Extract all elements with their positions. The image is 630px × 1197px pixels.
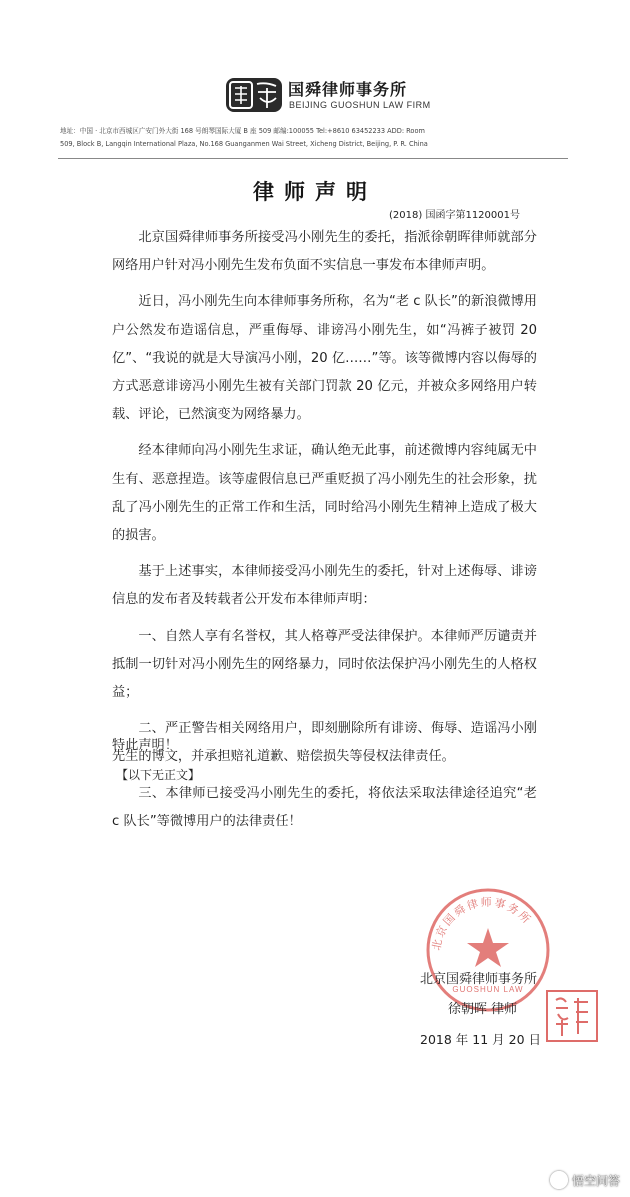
watermark-text: 悟空问答	[571, 1173, 620, 1188]
stamp-text-cn: 北京国舜律师事务所	[429, 895, 535, 952]
paragraph-1: 北京国舜律师事务所接受冯小刚先生的委托，指派徐朝晖律师就部分网络用户针对冯小刚先生发布负面不实信息一事发布本律师声明。	[112, 230, 537, 274]
watermark	[550, 1171, 620, 1189]
watermark-logo-icon	[550, 1171, 568, 1189]
paragraph-5: 一、自然人享有名誉权，其人格尊严受法律保护。本律师严厉谴责并抵制一切针对冯小刚先生的网络暴力，同时依法保护冯小刚先生的人格权益；	[112, 628, 537, 701]
firm-logo-icon	[226, 78, 282, 112]
stamp-text-en: GUOSHUN LAW	[452, 985, 524, 994]
signature-lawyer: 徐朝晖 律师	[448, 1002, 518, 1017]
lawyer-seal	[546, 990, 598, 1042]
firm-name-cn: 国舜律师事务所	[288, 80, 408, 99]
paragraph-7: 三、本律师已接受冯小刚先生的委托，将依法采取法律途径追究“老 c 队长”等微博用户的法律责任！	[112, 785, 537, 829]
header-divider	[58, 158, 568, 159]
paragraph-6: 二、严正警告相关网络用户，即刻删除所有诽谤、侮辱、造谣冯小刚先生的博文，并承担赔礼道歉、赔偿损失等侵权法律责任。	[112, 721, 537, 765]
paragraph-2: 近日，冯小刚先生向本律师事务所称，名为“老 c 队长”的新浪微博用户公然发布造谣信息，严重侮辱、诽谤冯小刚先生，如“冯裤子被罚 20 亿”、“我说的就是大导演冯小刚，20 亿……”等。该等微博内容以侮辱的方式恶意诽谤冯小刚先生被有关部门罚款 20 亿元，并被众多网络用户转载、评论，已然演变为网络暴力。	[112, 294, 537, 423]
paragraph-4: 基于上述事实，本律师接受冯小刚先生的委托，针对上述侮辱、诽谤信息的发布者及转载者公开发布本律师声明：	[112, 564, 537, 608]
signature-date: 2018 年 11 月 20 日	[420, 1032, 541, 1047]
firm-name-en: BEIJING GUOSHUN LAW FIRM	[289, 100, 431, 110]
signature-firm: 北京国舜律师事务所	[420, 972, 538, 987]
paragraph-3: 经本律师向冯小刚先生求证，确认绝无此事，前述微博内容纯属无中生有、恶意捏造。该等虚假信息已严重贬损了冯小刚先生的社会形象，扰乱了冯小刚先生的正常工作和生活，同时给冯小刚先生精神上造成了极大的损害。	[112, 443, 537, 544]
document-title: 律师声明	[253, 180, 377, 204]
letterhead	[0, 60, 630, 160]
lawyer-seal-icon	[548, 992, 596, 1040]
reference-number: (2018) 国函字第1120001号	[389, 210, 520, 221]
address-line-1: 地址：中国 · 北京市西城区广安门外大街 168 号朗琴国际大厦 B 座 509 邮编:100055 Tel:+8610 63452233 ADD: Room	[60, 127, 425, 135]
end-of-text-marker: 【以下无正文】	[116, 768, 201, 782]
closing-statement: 特此声明！	[112, 738, 178, 753]
firm-logo	[226, 78, 282, 112]
address-line-2: 509, Block B, Langqin International Plaza, No.168 Guanganmen Wai Street, Xicheng District, Beijing, P. R. China	[60, 140, 428, 148]
